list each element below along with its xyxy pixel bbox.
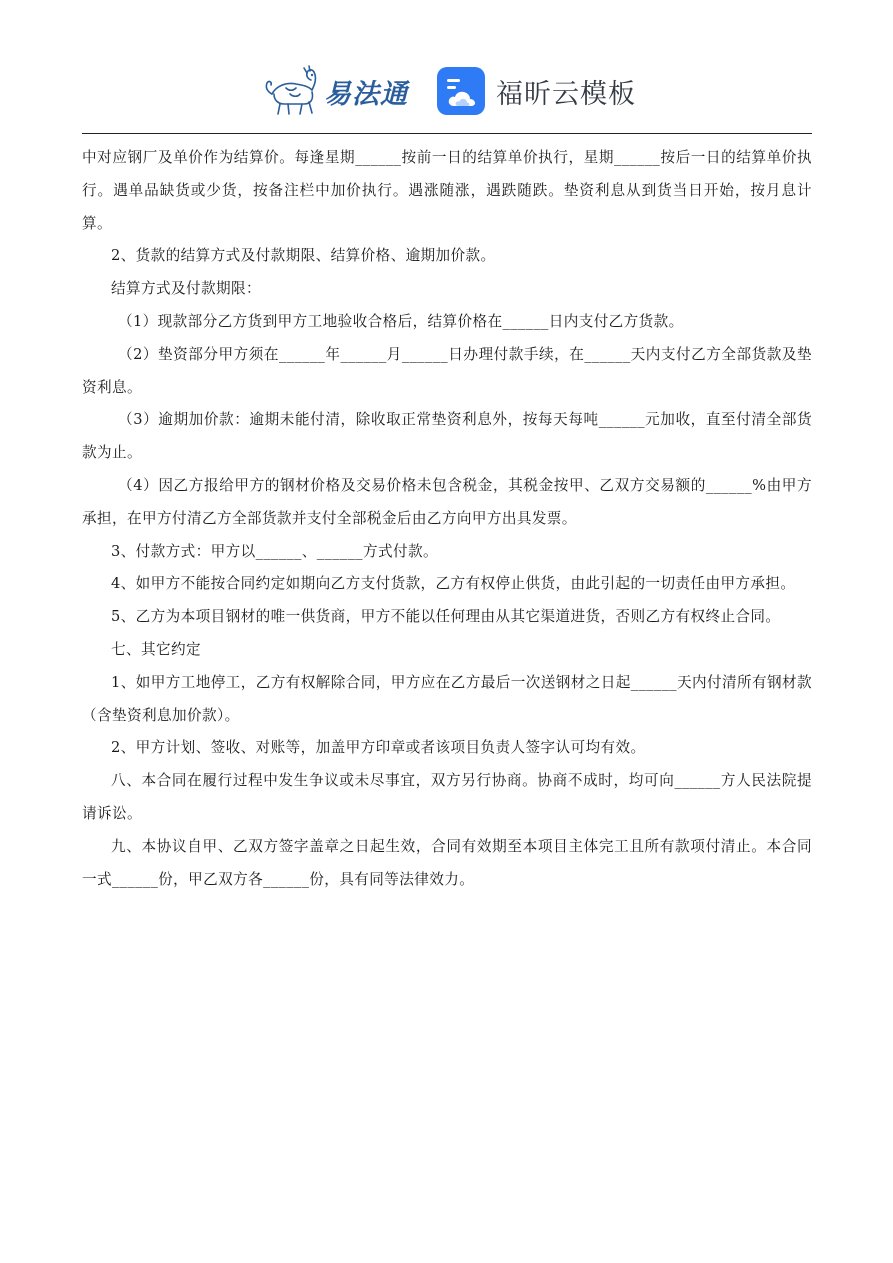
- section-heading-other-agreements: 七、其它约定: [111, 640, 201, 658]
- document-body: [82, 142, 812, 896]
- fuxin-cloud-logo: [436, 64, 636, 118]
- paragraph-dispute-resolution: 八、本合同在履行过程中发生争议或未尽事宜，双方另行协商。协商不成时，均可向______方人民法院提请诉讼。: [82, 772, 812, 822]
- cloud-document-icon: [436, 66, 486, 116]
- paragraph-supply-suspension: 4、如甲方不能按合同约定如期向乙方支付货款，乙方有权停止供货，由此引起的一切责任由甲方承担。: [111, 575, 796, 593]
- paragraph-settlement-method-label: 结算方式及付款期限：: [111, 280, 261, 298]
- paragraph-tax: （4）因乙方报给甲方的钢材价格及交易价格未包含税金，其税金按甲、乙双方交易额的______%由甲方承担，在甲方付清乙方全部货款并支付全部税金后由乙方向甲方出具发票。: [82, 476, 812, 527]
- paragraph-cash-payment: （1）现款部分乙方货到甲方工地验收合格后，结算价格在______日内支付乙方货款。: [118, 312, 684, 330]
- paragraph-effectiveness: 九、本协议自甲、乙双方签字盖章之日起生效，合同有效期至本项目主体完工且所有款项付清止。本合同一式______份，甲乙双方各______份，具有同等法律效力。: [82, 837, 812, 888]
- paragraph-payment-method: 3、付款方式：甲方以______、______方式付款。: [111, 542, 438, 560]
- logo-left-text: 易法通: [324, 78, 408, 110]
- paragraph-sole-supplier: 5、乙方为本项目钢材的唯一供货商，甲方不能以任何理由从其它渠道进货，否则乙方有权终止合同。: [111, 608, 781, 626]
- header-divider: [82, 133, 812, 134]
- paragraph-advance-payment: （2）垫资部分甲方须在______年______月______日办理付款手续，在______天内支付乙方全部货款及垫资利息。: [82, 345, 812, 396]
- logo-right-text: 福昕云模板: [496, 78, 636, 110]
- yifatong-logo: [262, 63, 408, 119]
- paragraph-site-shutdown: 1、如甲方工地停工，乙方有权解除合同，甲方应在乙方最后一次送钢材之日起______天内付清所有钢材款（含垫资利息加价款）。: [82, 673, 812, 724]
- paragraph-sign-off-validity: 2、甲方计划、签收、对账等，加盖甲方印章或者该项目负责人签字认可均有效。: [111, 739, 646, 757]
- page-header: [0, 58, 893, 128]
- qilin-emblem-icon: [262, 64, 322, 118]
- paragraph-settlement-continued: 中对应钢厂及单价作为结算价。每逢星期______按前一日的结算单价执行，星期______按后一日的结算单价执行。遇单品缺货或少货，按备注栏中加价执行。遇涨随涨，遇跌随跌。垫资利息从到货当日开始，按月息计算。: [82, 149, 812, 232]
- paragraph-overdue-surcharge: （3）逾期加价款：逾期未能付清，除收取正常垫资利息外，按每天每吨______元加收，直至付清全部货款为止。: [82, 411, 812, 462]
- paragraph-clause-2-heading: 2、货款的结算方式及付款期限、结算价格、逾期加价款。: [111, 247, 496, 265]
